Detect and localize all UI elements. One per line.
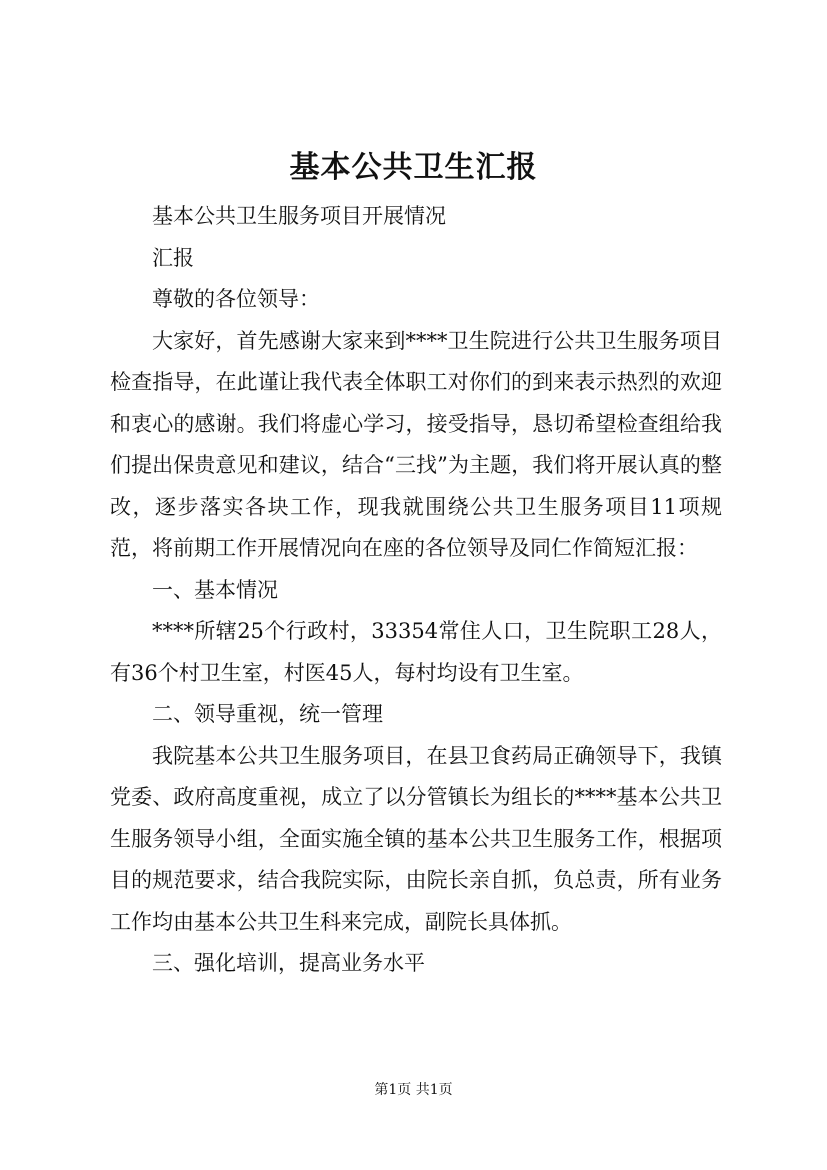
document-body xyxy=(110,196,722,985)
subtitle-line-1: 基本公共卫生服务项目开展情况 xyxy=(152,204,446,228)
section-heading-1: 一、基本情况 xyxy=(152,577,278,602)
section-heading-2: 二、领导重视，统一管理 xyxy=(152,702,383,726)
section-1-paragraph: ****所辖25个行政村，33354常住人口，卫生院职工28人，有36个村卫生室，村医45人，每村均设有卫生室。 xyxy=(110,619,722,685)
section-2-paragraph: 我院基本公共卫生服务项目，在县卫食药局正确领导下，我镇党委、政府高度重视，成立了以分管镇长为组长的****基本公共卫生服务领导小组，全面实施全镇的基本公共卫生服务工作，根据项目的规范要求，结合我院实际，由院长亲自抓，负总责，所有业务工作均由基本公共卫生科来完成，副院长具体抓。 xyxy=(110,743,722,934)
subtitle-line-2: 汇报 xyxy=(152,245,194,270)
document-title: 基本公共卫生汇报 xyxy=(289,150,538,185)
salutation: 尊敬的各位领导： xyxy=(152,287,320,311)
intro-paragraph: 大家好，首先感谢大家来到****卫生院进行公共卫生服务项目检查指导，在此谨让我代表全体职工对你们的到来表示热烈的欢迎和衷心的感谢。我们将虚心学习，接受指导，恳切希望检查组给我们提出保贵意见和建议，结合“三找”为主题，我们将开展认真的整改，逐步落实各块工作，现我就围绕公共卫生服务项目11项规范，将前期工作开展情况向在座的各位领导及同仁作简短汇报： xyxy=(110,328,722,560)
section-heading-3: 三、强化培训，提高业务水平 xyxy=(152,951,425,975)
page-footer: 第1页 共1页 xyxy=(374,1082,453,1098)
